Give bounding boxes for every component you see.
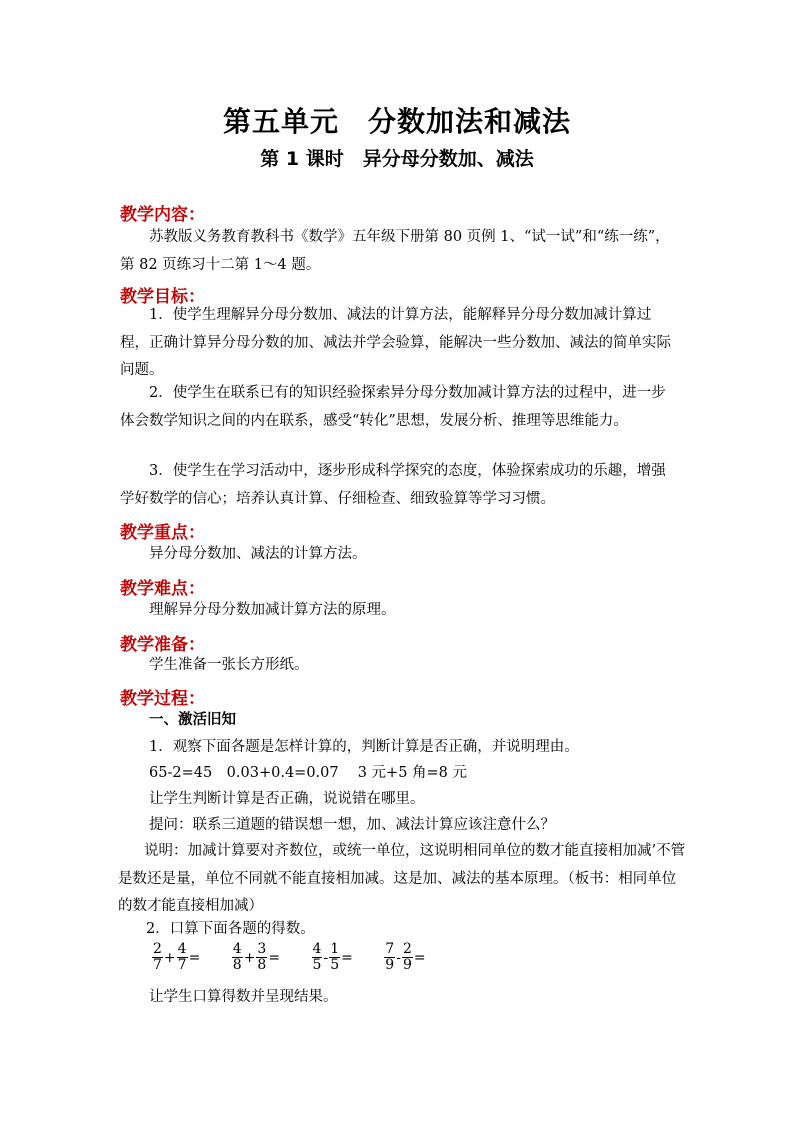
question-2-note: 让学生口算得数并呈现结果。 bbox=[149, 989, 338, 1005]
question-1-ask: 提问：联系三道题的错误想一想，加、减法计算应该注意什么？ bbox=[149, 817, 555, 833]
question-1-items: 65-2=45 0.03+0.4=0.07 3 元+5 角=8 元 bbox=[149, 765, 468, 781]
goal-1: 1．使学生理解异分母分数加、减法的计算方法，能解释异分母分数加减计算过程，正确计算异分母分数的加、减法并学会验算，能解决一些分数加、减法的简单实际问题。 bbox=[120, 307, 671, 378]
key-text: 异分母分数加、减法的计算方法。 bbox=[149, 546, 367, 562]
explanation: 说明：加减计算要对齐数位，或统一单位，这说明相同单位的数才能直接相加减’不管是数还是量，单位不同就不能直接相加减。这是加、减法的基本原理。（板书：相同单位的数才能直接相加减） bbox=[118, 843, 686, 914]
question-1-note: 让学生判断计算是否正确，说说错在哪里。 bbox=[149, 791, 425, 807]
goal-3: 3．使学生在学习活动中，逐步形成科学探究的态度，体验探索成功的乐趣，增强学好数学的信心；培养认真计算、仔细检查、细致验算等学习习惯。 bbox=[120, 463, 666, 507]
heading-preparation: 教学准备： bbox=[120, 635, 205, 655]
question-1: 1．观察下面各题是怎样计算的，判断计算是否正确，并说明理由。 bbox=[149, 739, 579, 755]
heading-difficulty: 教学难点： bbox=[120, 579, 205, 599]
fraction-row bbox=[152, 942, 453, 973]
heading-goals: 教学目标： bbox=[120, 287, 205, 307]
fraction-expression: $\frac{4}{8}$ + $\frac{3}{8}$ = bbox=[232, 941, 281, 973]
difficulty-text: 理解异分母分数加减计算方法的原理。 bbox=[149, 602, 396, 618]
page-subtitle: 第 1 课时 异分母分数加、减法 bbox=[260, 148, 534, 170]
fraction-expression: $\frac{2}{7}$ + $\frac{4}{7}$ = bbox=[153, 941, 201, 973]
fraction-expression: $\frac{7}{9}$ - $\frac{2}{9}$ = bbox=[385, 941, 426, 973]
page-title: 第五单元 分数加法和减法 bbox=[222, 105, 571, 138]
step-1-heading: 一、激活旧知 bbox=[149, 712, 236, 728]
heading-key: 教学重点： bbox=[120, 523, 205, 543]
fraction-expression: $\frac{4}{5}$ - $\frac{1}{5}$ = bbox=[312, 941, 353, 973]
content-text: 苏教版义务教育教科书《数学》五年级下册第 80 页例 1、“试一试”和“练一练”，第 82 页练习十二第 1～4 题。 bbox=[120, 229, 670, 273]
question-2: 2．口算下面各题的得数。 bbox=[146, 921, 315, 937]
heading-process: 教学过程： bbox=[120, 689, 205, 709]
preparation-text: 学生准备一张长方形纸。 bbox=[149, 657, 309, 673]
goal-2: 2．使学生在联系已有的知识经验探索异分母分数加减计算方法的过程中，进一步体会数学知识之间的内在联系，感受“转化”思想，发展分析、推理等思维能力。 bbox=[120, 385, 666, 429]
heading-content: 教学内容： bbox=[120, 205, 205, 225]
